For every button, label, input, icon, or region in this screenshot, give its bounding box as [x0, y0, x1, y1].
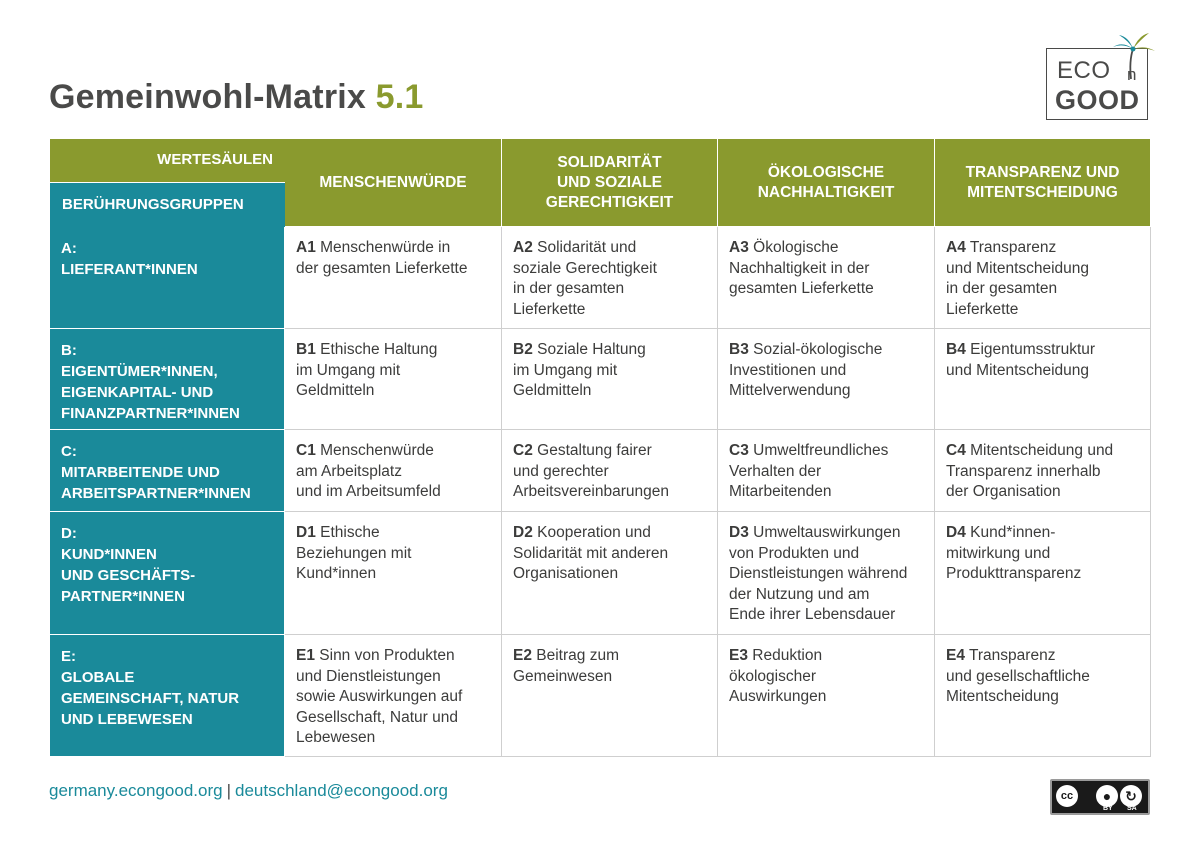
cell-line: Kund*innen-	[970, 524, 1056, 541]
cell-line: Reduktion	[752, 647, 823, 664]
cell-code: A3	[729, 239, 749, 256]
cell-line: Beziehungen mit	[296, 544, 412, 562]
cell-code: D4	[946, 524, 966, 541]
cell-line: Produkttransparenz	[946, 565, 1082, 583]
cell-line: Mittelverwendung	[729, 382, 851, 400]
column-header-nachhaltigkeit	[718, 139, 935, 227]
row-header-a	[50, 227, 285, 329]
cell-code: E4	[946, 647, 965, 664]
cell-line: Menschenwürde	[320, 442, 434, 459]
column-header-line: MENSCHENWÜRDE	[319, 173, 467, 191]
cell-code: B4	[946, 341, 966, 358]
column-header-menschenwuerde	[285, 139, 502, 227]
cell-line: Verhalten der	[729, 462, 822, 480]
cell-line: Lebewesen	[296, 729, 376, 747]
cell-line: ökologischer	[729, 667, 817, 685]
matrix-cell-a2	[502, 227, 718, 329]
cell-line: und Mitentscheidung	[946, 361, 1090, 379]
row-header-line: B:	[61, 342, 77, 359]
cell-line: Mitentscheidung und	[970, 442, 1114, 459]
cell-line: Nachhaltigkeit in der	[729, 259, 870, 277]
row-header-line: KUND*INNEN	[61, 546, 157, 563]
cell-code: C2	[513, 442, 533, 459]
matrix-cell-b4	[935, 329, 1151, 430]
matrix-cell-e2	[502, 635, 718, 757]
matrix-row-a	[50, 227, 1151, 329]
cell-line: und Mitentscheidung	[946, 259, 1090, 277]
matrix-cell-b1	[285, 329, 502, 430]
share-alike-icon: ↻	[1120, 785, 1142, 807]
cell-line: Eigentumsstruktur	[970, 341, 1096, 358]
cell-line: Kund*innen	[296, 565, 377, 583]
cc-text: cc	[1060, 790, 1074, 802]
cell-code: E2	[513, 647, 532, 664]
cell-line: Gesellschaft, Natur und	[296, 708, 458, 726]
matrix-cell-b2	[502, 329, 718, 430]
columns-axis-label: WERTESÄULEN	[50, 139, 285, 183]
matrix-cell-c3	[718, 430, 935, 512]
common-good-matrix	[49, 138, 1151, 757]
cell-line: in der gesamten	[513, 280, 625, 298]
cell-line: Gemeinwesen	[513, 667, 613, 685]
cell-line: am Arbeitsplatz	[296, 462, 402, 480]
cell-line: Geldmitteln	[296, 382, 375, 400]
cell-line: Sinn von Produkten	[319, 647, 455, 664]
cell-line: soziale Gerechtigkeit	[513, 259, 657, 277]
cell-line: Auswirkungen	[729, 688, 827, 706]
cell-line: sowie Auswirkungen auf	[296, 688, 463, 706]
cell-line: Kooperation und	[537, 524, 651, 541]
matrix-cell-b3	[718, 329, 935, 430]
cell-code: B1	[296, 341, 316, 358]
cell-line: und im Arbeitsumfeld	[296, 483, 441, 501]
cell-line: Mitentscheidung	[946, 688, 1059, 706]
cell-line: und Dienstleistungen	[296, 667, 441, 685]
cell-code: A2	[513, 239, 533, 256]
row-header-line: A:	[61, 240, 77, 257]
cell-line: Solidarität mit anderen	[513, 544, 669, 562]
cell-line: Transparenz	[969, 647, 1056, 664]
cell-line: Ende ihrer Lebensdauer	[729, 606, 896, 624]
cc-icon	[1056, 785, 1078, 807]
matrix-cell-d4	[935, 512, 1151, 635]
footer-contact	[49, 781, 448, 801]
matrix-cell-c2	[502, 430, 718, 512]
cell-code: B3	[729, 341, 749, 358]
column-header-line: MITENTSCHEIDUNG	[967, 183, 1118, 201]
matrix-cell-d3	[718, 512, 935, 635]
cell-line: der Nutzung und am	[729, 585, 870, 603]
cell-code: C4	[946, 442, 966, 459]
matrix-cell-a4	[935, 227, 1151, 329]
cell-line: Ökologische	[753, 239, 839, 256]
matrix-corner	[50, 139, 285, 227]
cell-line: Investitionen und	[729, 361, 847, 379]
title-main: Gemeinwohl-Matrix	[49, 78, 367, 116]
cell-code: D3	[729, 524, 749, 541]
cell-line: Ethische Haltung	[320, 341, 438, 358]
cell-code: E1	[296, 647, 315, 664]
cell-code: A1	[296, 239, 316, 256]
column-header-line: ÖKOLOGISCHE	[767, 163, 885, 181]
row-header-b	[50, 329, 285, 430]
row-header-line: GLOBALE	[61, 669, 135, 686]
cell-line: Gestaltung fairer	[537, 442, 652, 459]
cell-line: Ethische	[320, 524, 380, 541]
cell-code: A4	[946, 239, 966, 256]
cell-line: von Produkten und	[729, 544, 860, 562]
row-header-line: E:	[61, 648, 76, 665]
row-header-line: PARTNER*INNEN	[61, 588, 185, 605]
cell-code: D1	[296, 524, 316, 541]
cell-line: gesamten Lieferkette	[729, 280, 874, 298]
cell-line: Organisationen	[513, 565, 619, 583]
matrix-row-b	[50, 329, 1151, 430]
footer-separator: |	[226, 781, 231, 800]
title-version: 5.1	[375, 78, 424, 116]
cell-line: Dienstleistungen während	[729, 565, 908, 583]
cell-line: Transparenz	[969, 239, 1057, 256]
cell-code: D2	[513, 524, 533, 541]
cell-line: Lieferkette	[946, 300, 1019, 318]
matrix-row-d	[50, 512, 1151, 635]
cell-line: und gesellschaftliche	[946, 667, 1090, 685]
cell-line: Solidarität und	[537, 239, 637, 256]
row-header-c	[50, 430, 285, 512]
row-header-line: D:	[61, 525, 77, 542]
matrix-row-e	[50, 635, 1151, 757]
row-header-line: UND GESCHÄFTS-	[61, 567, 196, 584]
cell-code: C3	[729, 442, 749, 459]
cell-code: C1	[296, 442, 316, 459]
cell-line: in der gesamten	[946, 280, 1058, 298]
row-header-line: LIEFERANT*INNEN	[61, 261, 198, 278]
by-label: BY	[1103, 805, 1113, 812]
cell-line: Lieferkette	[513, 300, 586, 318]
column-header-line: NACHHALTIGKEIT	[757, 183, 895, 201]
matrix-cell-e4	[935, 635, 1151, 757]
logo-eco: ECO	[1057, 57, 1111, 84]
row-header-line: UND LEBEWESEN	[61, 711, 193, 728]
row-header-line: GEMEINSCHAFT, NATUR	[61, 690, 240, 707]
column-header-line: SOLIDARITÄT	[557, 153, 662, 171]
email-link[interactable]: deutschland@econgood.org	[235, 781, 448, 800]
column-header-line: GERECHTIGKEIT	[545, 193, 674, 211]
cell-line: Menschenwürde in	[320, 239, 451, 256]
cell-line: der Organisation	[946, 483, 1061, 501]
cell-line: Geldmitteln	[513, 382, 592, 400]
row-header-line: C:	[61, 443, 77, 460]
row-header-e	[50, 635, 285, 757]
matrix-header-row	[50, 139, 1151, 227]
cell-code: E3	[729, 647, 748, 664]
page-title	[49, 78, 424, 117]
matrix-cell-a3	[718, 227, 935, 329]
cell-code: B2	[513, 341, 533, 358]
matrix-cell-a1	[285, 227, 502, 329]
matrix-cell-e3	[718, 635, 935, 757]
creative-commons-badge	[1050, 779, 1150, 815]
cell-line: im Umgang mit	[513, 361, 618, 379]
website-link[interactable]: germany.econgood.org	[49, 781, 223, 800]
cell-line: und gerechter	[513, 462, 609, 480]
cell-line: im Umgang mit	[296, 361, 401, 379]
row-header-line: MITARBEITENDE UND	[61, 464, 220, 481]
matrix-cell-e1	[285, 635, 502, 757]
row-header-line: EIGENKAPITAL- UND	[61, 384, 214, 401]
logo-n: n	[1127, 65, 1137, 84]
cell-line: Umweltauswirkungen	[753, 524, 901, 541]
cell-line: Sozial-ökologische	[753, 341, 883, 358]
column-header-line: UND SOZIALE	[556, 173, 663, 191]
matrix-row-c	[50, 430, 1151, 512]
column-header-line: TRANSPARENZ UND	[965, 163, 1120, 181]
column-header-transparenz	[935, 139, 1151, 227]
cell-line: Arbeitsvereinbarungen	[513, 483, 669, 501]
matrix-cell-c4	[935, 430, 1151, 512]
cell-line: Soziale Haltung	[537, 341, 646, 358]
rows-axis-label: BERÜHRUNGSGRUPPEN	[50, 183, 285, 227]
row-header-line: EIGENTÜMER*INNEN,	[61, 363, 218, 380]
econgood-logo	[1046, 48, 1148, 120]
matrix-cell-d2	[502, 512, 718, 635]
matrix-cell-c1	[285, 430, 502, 512]
matrix-cell-d1	[285, 512, 502, 635]
cell-line: der gesamten Lieferkette	[296, 259, 468, 277]
cell-line: Transparenz innerhalb	[946, 462, 1101, 480]
cell-line: Umweltfreundliches	[753, 442, 889, 459]
cell-line: mitwirkung und	[946, 544, 1051, 562]
cell-line: Beitrag zum	[536, 647, 619, 664]
row-header-d	[50, 512, 285, 635]
cell-line: Mitarbeitenden	[729, 483, 832, 501]
by-person-icon: ●	[1096, 785, 1118, 807]
logo-good: GOOD	[1055, 85, 1140, 115]
row-header-line: FINANZPARTNER*INNEN	[61, 405, 240, 422]
column-header-solidaritaet	[502, 139, 718, 227]
sa-label: SA	[1127, 805, 1137, 812]
row-header-line: ARBEITSPARTNER*INNEN	[61, 485, 251, 502]
